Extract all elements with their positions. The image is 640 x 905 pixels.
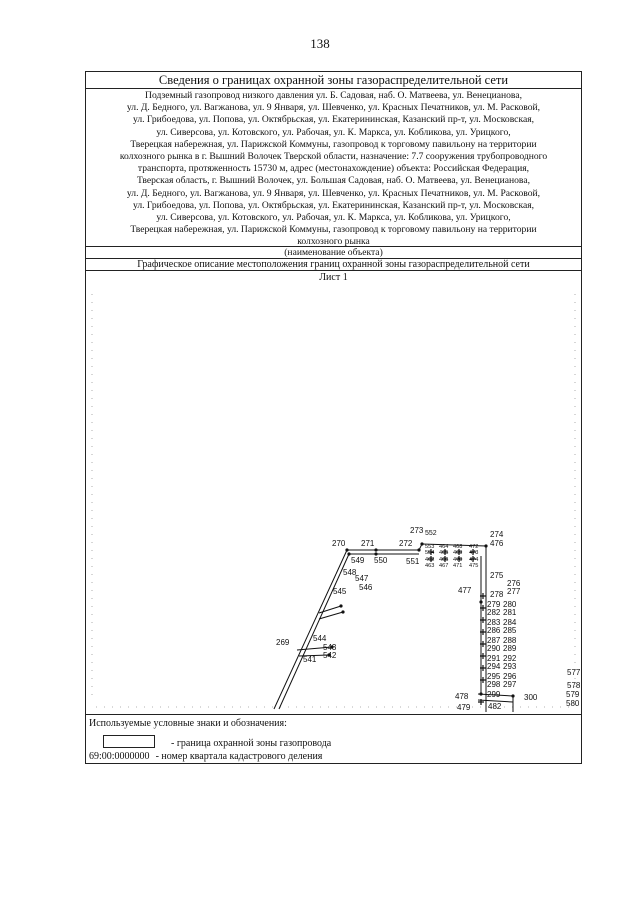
vertex-cross-markers (428, 549, 486, 705)
graphic-title: Графическое описание местоположения границ охранной зоны газораспределительной сети (86, 259, 581, 271)
map-label: 288 (503, 636, 517, 645)
object-description (86, 89, 581, 247)
map-label: 553 (425, 544, 435, 550)
map-label: 466 (439, 557, 449, 563)
map-label: 275 (490, 571, 504, 580)
description-line: транспорта, протяженность 15730 м, адрес (местонахождение) объекта: Российская Федерация, (137, 163, 530, 175)
map-label: 467 (439, 563, 449, 569)
document-title: Сведения о границах охранной зоны газораспределительной сети (86, 72, 581, 89)
map-label: 462 (425, 557, 435, 563)
map-label: 477 (458, 586, 472, 595)
document-frame (85, 71, 582, 764)
map-label: 278 (490, 590, 504, 599)
map-label: 294 (487, 662, 501, 671)
map-label: 298 (487, 680, 501, 689)
map-label: 550 (374, 556, 388, 565)
map-label: 296 (503, 672, 517, 681)
map-label: 471 (453, 563, 463, 569)
map-label: 279 (487, 600, 501, 609)
map-label: 547 (355, 574, 369, 583)
map-label: 554 (425, 550, 435, 556)
map-label: 280 (503, 600, 517, 609)
map-label: 551 (406, 557, 420, 566)
map-label: 295 (487, 672, 501, 681)
map-label: 274 (490, 530, 504, 539)
cadastral-code: 69:00:0000000 (89, 751, 150, 762)
map-label: 299 (487, 690, 501, 699)
description-line: Тверецкая набережная, ул. Парижской Коммуны, газопровод к торговому павильону на территории (130, 224, 537, 236)
map-label: 273 (410, 526, 424, 535)
map-label: 479 (457, 703, 471, 712)
object-caption: (наименование объекта) (86, 247, 581, 259)
map-label: 292 (503, 654, 517, 663)
description-line: ул. Д. Бедного, ул. Вагжанова, ул. 9 Января, ул. Шевченко, ул. Красных Печатников, ул. М. Расковой, (126, 102, 541, 114)
map-label: 578 (567, 681, 581, 690)
legend-title: Используемые условные знаки и обозначения: (89, 718, 287, 729)
map-label: 281 (503, 608, 517, 617)
description-line: Подземный газопровод низкого давления ул. Б. Садовая, наб. О. Матвеева, ул. Венецианова, (145, 90, 522, 101)
map-label: 276 (507, 579, 521, 588)
description-line: Тверецкая набережная, ул. Парижской Коммуны, газопровод к торговому павильону на территории (130, 138, 537, 150)
map-label: 465 (439, 550, 449, 556)
description-line: ул. Д. Бедного, ул. Вагжанова, ул. 9 Января, ул. Шевченко, ул. Красных Печатников, ул. М. Расковой, (126, 187, 541, 199)
map-label: 544 (313, 634, 327, 643)
legend-zone-boundary-text: - граница охранной зоны газопровода (171, 738, 332, 749)
map-label: 283 (487, 618, 501, 627)
map-label: 293 (503, 662, 517, 671)
map-label: 475 (469, 563, 479, 569)
legend-cadastral-text: - номер квартала кадастрового деления (155, 751, 323, 762)
legend-cadastral (89, 751, 322, 762)
description-line: ул. Грибоедова, ул. Попова, ул. Октябрьская, ул. Екатерининская, Казанский пр-т, ул. Московская, (132, 114, 535, 126)
map-label: 287 (487, 636, 501, 645)
map-label: 464 (439, 544, 449, 550)
map-label: 472 (469, 544, 479, 550)
map-label: 543 (323, 643, 337, 652)
map-label: 474 (469, 557, 479, 563)
map-label: 478 (455, 692, 469, 701)
legend-zone-boundary (89, 735, 331, 749)
map-label: 291 (487, 654, 501, 663)
description-line: ул. Сиверсова, ул. Котовского, ул. Рабочая, ул. К. Маркса, ул. Кобликова, ул. Урицкого, (156, 126, 511, 138)
map-label: 284 (503, 618, 517, 627)
map-label: 473 (469, 550, 479, 556)
map-label: 548 (343, 568, 357, 577)
boundary-map (86, 284, 581, 715)
map-label: 289 (503, 644, 517, 653)
map-label: 282 (487, 608, 501, 617)
map-label: 277 (507, 587, 521, 596)
map-label: 269 (276, 638, 290, 647)
map-label: 546 (359, 583, 373, 592)
page-number: 138 (310, 36, 330, 51)
map-label: 579 (566, 690, 580, 699)
map-label: 271 (361, 539, 375, 548)
map-label: 300 (524, 693, 538, 702)
map-label: 542 (323, 651, 337, 660)
map-label: 549 (351, 556, 365, 565)
map-label: 270 (332, 539, 346, 548)
map-label: 463 (425, 563, 435, 569)
map-label: 272 (399, 539, 413, 548)
map-label: 580 (566, 699, 580, 708)
map-label: 545 (333, 587, 347, 596)
map-label: 468 (453, 544, 463, 550)
map-label: 470 (453, 557, 463, 563)
map-label: 469 (453, 550, 463, 556)
map-label: 552 (425, 530, 437, 537)
zone-boundary-lines (274, 544, 513, 712)
description-line: колхозного рынка (297, 236, 370, 248)
map-label: 577 (567, 668, 581, 677)
map-label: 541 (303, 655, 317, 664)
map-label: 476 (490, 539, 504, 548)
sheet-label: Лист 1 (319, 272, 348, 283)
map-label: 290 (487, 644, 501, 653)
description-line: ул. Сиверсова, ул. Котовского, ул. Рабочая, ул. К. Маркса, ул. Кобликова, ул. Урицкого, (156, 212, 511, 224)
map-label: 482 (488, 702, 502, 711)
zone-boundary-swatch (103, 735, 155, 748)
map-label: 286 (487, 626, 501, 635)
map-label: 297 (503, 680, 517, 689)
description-line: ул. Грибоедова, ул. Попова, ул. Октябрьская, ул. Екатерининская, Казанский пр-т, ул. Московская, (132, 199, 535, 211)
boundary-map-drawing (86, 284, 581, 715)
description-line: колхозного рынка в г. Вышний Волочек Тверской области, назначение: 7.7 сооружения трубопроводного (119, 151, 548, 163)
map-label: 285 (503, 626, 517, 635)
description-line: Тверская область, г. Вышний Волочек, ул. Большая Садовая, наб. О. Матвеева, ул. Венецианова, (137, 175, 530, 187)
